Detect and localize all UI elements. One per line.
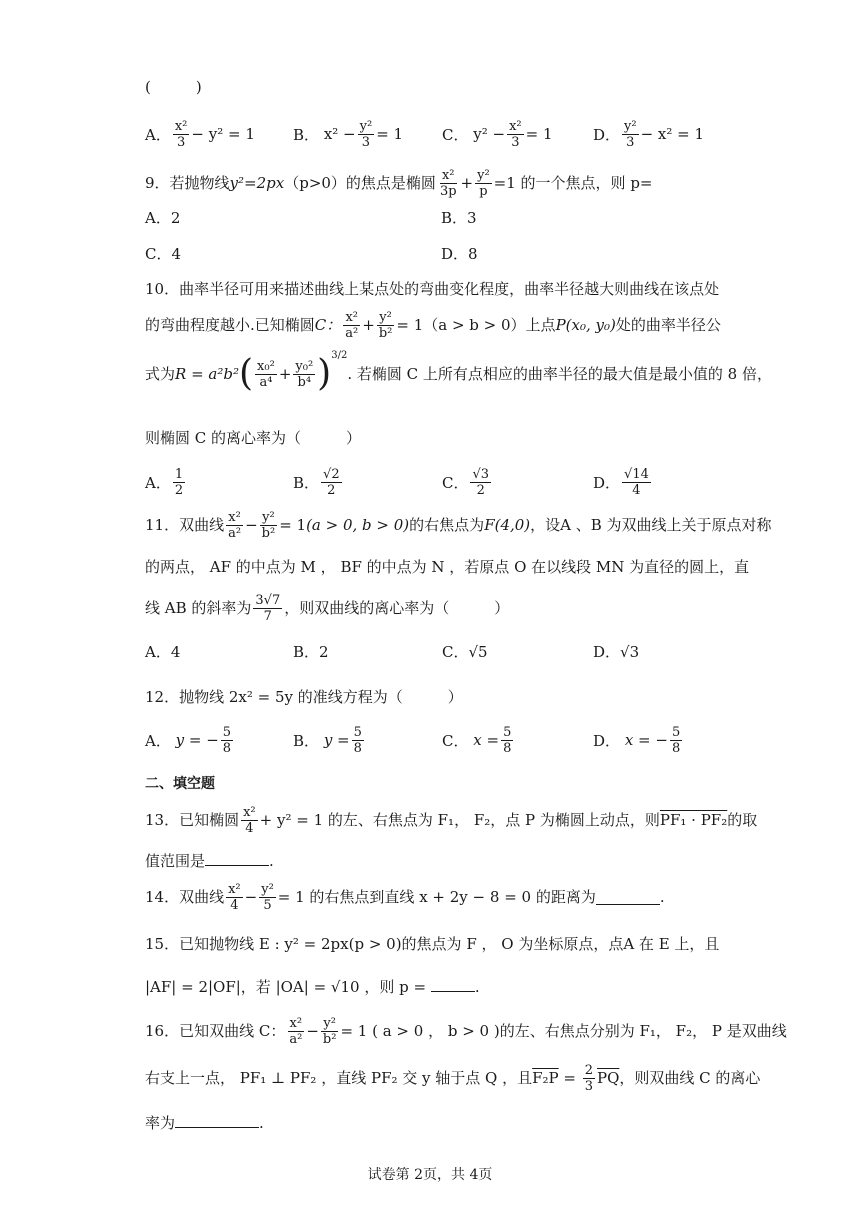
q13-line2: 值范围是 . [145,852,274,870]
q8-option-b[interactable]: B． x² − $\frac{\text{y²}}{3}$ = 1 [293,118,404,150]
q12-option-c[interactable]: C． x = $\frac{5}{8}$ [442,724,512,756]
q12-option-d[interactable]: D． x = − $\frac{5}{8}$ [593,724,681,756]
q10-option-c[interactable]: C． $\frac{√3}{2}$ [442,466,490,498]
q11-line3: 线 AB 的斜率为 $\frac{3√7}{7}$ ，则双曲线的离心率为（ ） [145,592,510,624]
section-title-fill-in: 二、填空题 [145,776,215,792]
q9-option-b[interactable]: B．3 [441,209,477,227]
q11-line2: 的两点， AF 的中点为 M ， BF 的中点为 N ，若原点 O 在以线段 MN 为直径的圆上，直 [145,558,750,576]
q10-option-a[interactable]: A． $\frac{1}{2}$ [145,466,184,498]
q11-option-b[interactable]: B．2 [293,643,329,661]
q9-option-d[interactable]: D．8 [441,245,478,263]
q15-line1: 15．已知抛物线 E : y² = 2px(p > 0)的焦点为 F ， O 为坐标原点，点A 在 E 上，且 [145,935,720,953]
q8-option-d[interactable]: D． $\frac{\text{y²}}{3}$ − x² = 1 [593,118,705,150]
q10-line2: 的弯曲程度越小.已知椭圆 C： $\frac{\text{x²}}{\text{a²}}$ + $\frac{\text{y²}}{\text{b²}}$ = 1 （a > b > 0）上点 P(x₀, y₀) 处的曲率半径公 [145,309,721,341]
q16-answer-blank[interactable] [175,1113,259,1128]
q13-line1: 13．已知椭圆 $\frac{\text{x²}}{4}$ + y² = 1 的左、右焦点为 F₁， F₂，点 P 为椭圆上动点，则 PF₁ · PF₂ 的取 [145,804,758,836]
q15-line2: |AF| = 2|OF|，若 |OA| = √10 ，则 p = . [145,978,480,996]
q8-option-a[interactable]: A． $\frac{\text{x²}}{3}$ − y² = 1 [145,118,255,150]
q12-option-a[interactable]: A． y = − $\frac{5}{8}$ [145,724,232,756]
q10-line1: 10．曲率半径可用来描述曲线上某点处的弯曲变化程度，曲率半径越大则曲线在该点处 [145,280,720,298]
q16-vector-f2p: F₂P [532,1069,559,1087]
q8-option-c[interactable]: C． y² − $\frac{\text{x²}}{3}$ = 1 [442,118,553,150]
q9-option-a[interactable]: A．2 [145,209,181,227]
q15-answer-blank[interactable] [431,977,475,992]
q8-answer-paren: ( ) [145,78,202,96]
q9-option-c[interactable]: C．4 [145,245,182,263]
q16-vector-pq: $\overline{PQ}$ [597,1069,620,1087]
q11-line1: 11．双曲线 $\frac{\text{x²}}{\text{a²}}$ − $\frac{\text{y²}}{\text{b²}}$ = 1 (a > 0, b > 0) 的右焦点为 F(4,0) ，设A 、B 为双曲线上关于原点对称 [145,509,772,541]
q13-answer-blank[interactable] [205,851,269,866]
q16-line2: 右支上一点， PF₁ ⊥ PF₂ ，直线 PF₂ 交 y 轴于点 Q ，且 F₂P = $\frac{2}{3}$ $\overline{PQ}$ ，则双曲线 C 的离心 [145,1062,761,1094]
q14-stem: 14．双曲线 $\frac{\text{x²}}{4}$ − $\frac{\text{y²}}{5}$ = 1 的右焦点到直线 x + 2y − 8 = 0 的距离为 . [145,881,665,913]
q10-options [145,462,705,502]
q10-line3: 式为 R = a²b² ( $\frac{\text{x₀²}}{\text{a⁴}}$ + $\frac{\text{y₀²}}{\text{b⁴}}$ ) $^{3/2}$ . 若椭圆 C 上所有点相应的曲率半径的最大值是最小值的 8 倍， [145,350,772,394]
q12-options [145,720,705,760]
q12-stem: 12．抛物线 2x² = 5y 的准线方程为（ ） [145,688,463,706]
q11-option-d[interactable]: D．√3 [593,643,640,661]
q10-option-d[interactable]: D． $\frac{√14}{4}$ [593,466,649,498]
q10-option-b[interactable]: B． $\frac{√2}{2}$ [293,466,340,498]
q13-dot-product: PF₁ · PF₂ [659,811,728,829]
q16-line1: 16．已知双曲线 C： $\frac{\text{x²}}{\text{a²}}$ − $\frac{\text{y²}}{\text{b²}}$ = 1 ( a > 0 ， b > 0 )的左、右焦点分别为 F₁， F₂， P 是双曲线 [145,1015,787,1047]
q10-line4: 则椭圆 C 的离心率为（ ） [145,429,362,447]
q11-option-c[interactable]: C．√5 [442,643,488,661]
page-footer: 试卷第 2页，共 4页 [367,1167,493,1183]
q9-stem: 9．若抛物线 y²=2px （p>0）的焦点是椭圆 $\frac{\text{x²}}{3p}$ + $\frac{\text{y²}}{p}$ =1 的一个焦点，则 p= [145,167,653,199]
q8-options [145,114,705,154]
q11-option-a[interactable]: A．4 [145,643,181,661]
q14-answer-blank[interactable] [596,890,660,905]
q12-option-b[interactable]: B． y = $\frac{5}{8}$ [293,724,362,756]
q16-line3: 率为 . [145,1114,264,1132]
